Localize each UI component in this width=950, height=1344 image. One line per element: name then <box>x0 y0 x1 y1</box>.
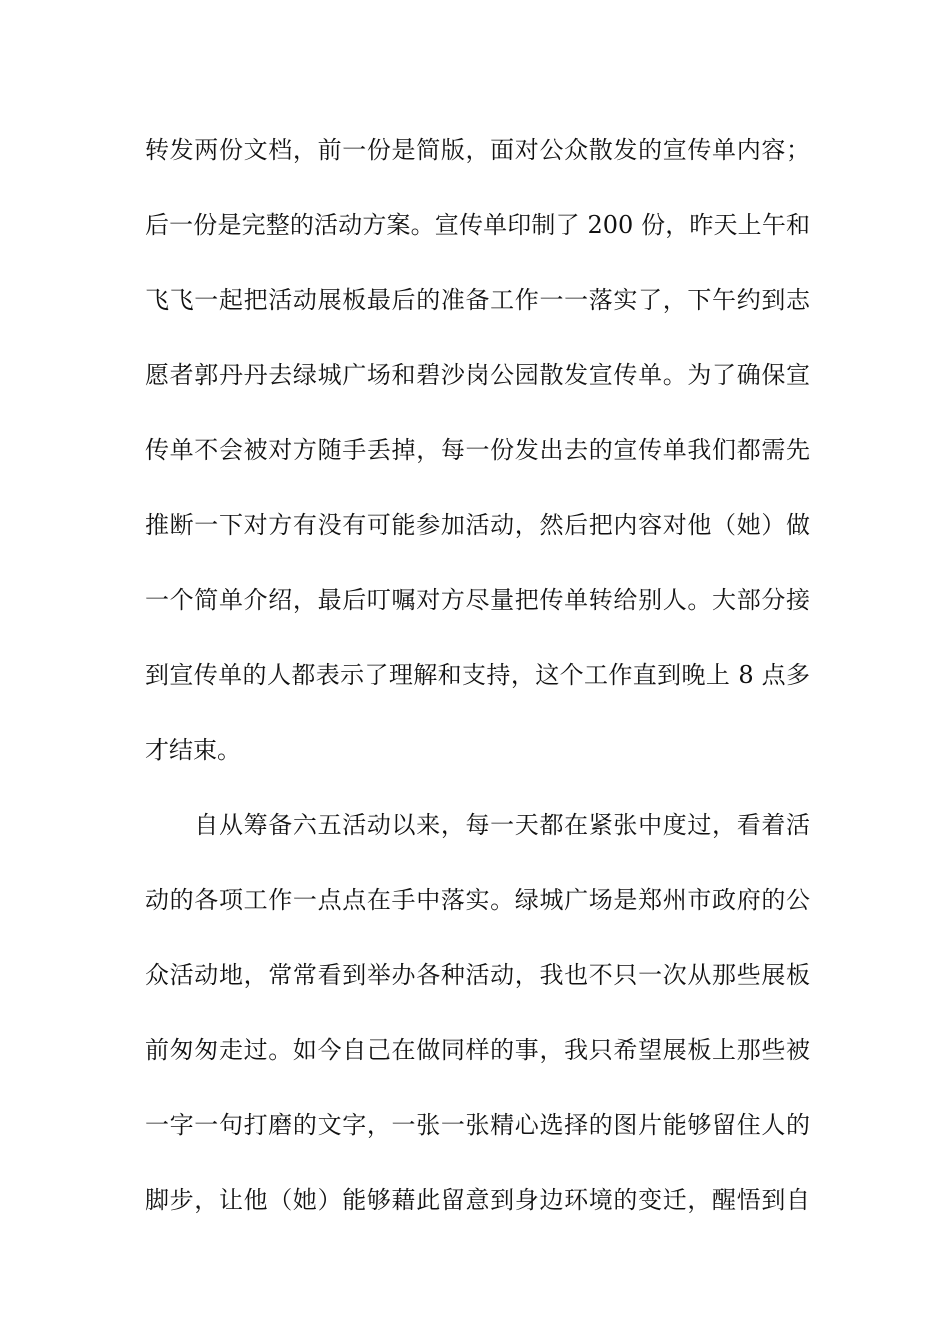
text-line-9: 才结束。 <box>145 736 241 764</box>
text-line-11: 动的各项工作一点点在手中落实。绿城广场是郑州市政府的公 <box>145 886 810 914</box>
text-line-8: 到宣传单的人都表示了理解和支持，这个工作直到晚上 8 点多 <box>145 661 810 689</box>
text-line-15: 脚步，让他（她）能够藉此留意到身边环境的变迁，醒悟到自 <box>145 1186 810 1214</box>
text-line-3: 飞飞一起把活动展板最后的准备工作一一落实了，下午约到志 <box>145 286 810 314</box>
text-line-4: 愿者郭丹丹去绿城广场和碧沙岗公园散发宣传单。为了确保宣 <box>145 361 810 389</box>
text-line-2: 后一份是完整的活动方案。宣传单印制了 200 份，昨天上午和 <box>145 211 810 239</box>
text-line-14: 一字一句打磨的文字，一张一张精心选择的图片能够留住人的 <box>145 1111 810 1139</box>
text-line-5: 传单不会被对方随手丢掉，每一份发出去的宣传单我们都需先 <box>145 436 810 464</box>
text-line-12: 众活动地，常常看到举办各种活动，我也不只一次从那些展板 <box>145 961 810 989</box>
text-line-10: 自从筹备六五活动以来，每一天都在紧张中度过，看着活 <box>145 811 810 839</box>
text-line-1: 转发两份文档，前一份是简版，面对公众散发的宣传单内容； <box>145 136 810 164</box>
text-line-7: 一个简单介绍，最后叮嘱对方尽量把传单转给别人。大部分接 <box>145 586 810 614</box>
text-line-6: 推断一下对方有没有可能参加活动，然后把内容对他（她）做 <box>145 511 810 539</box>
text-line-13: 前匆匆走过。如今自己在做同样的事，我只希望展板上那些被 <box>145 1036 810 1064</box>
